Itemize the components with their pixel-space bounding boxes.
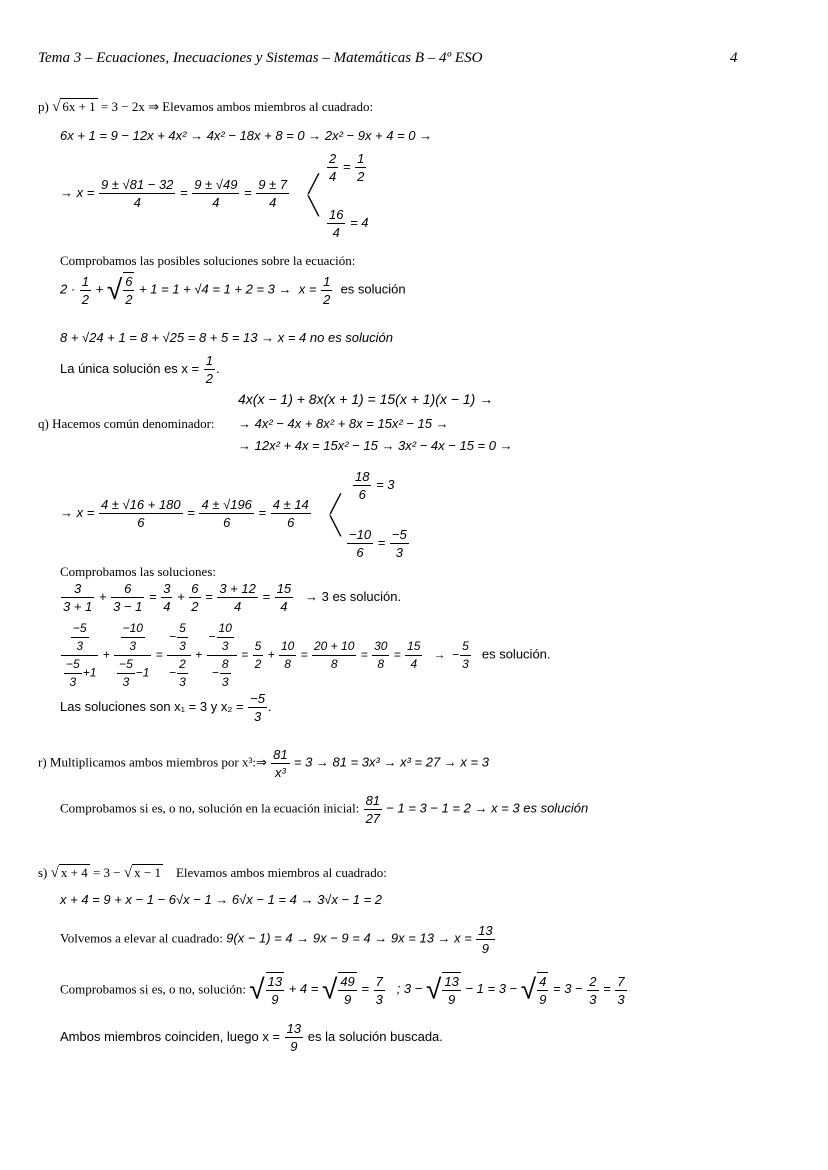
q-root-2-val-num: −5 bbox=[391, 527, 407, 542]
r-check-rest: − 1 = 3 − 1 = 2 → x = 3 es solución bbox=[386, 800, 589, 816]
q-c2-h-den: 8 bbox=[377, 657, 385, 671]
q-frac-1-num: 4 ± √16 + 180 bbox=[100, 497, 181, 512]
r-label: r) Multiplicamos ambos miembros por x³:⇒ bbox=[38, 754, 267, 770]
p-frac-3-den: 4 bbox=[269, 195, 277, 210]
q-c1-d-den: 2 bbox=[191, 599, 199, 614]
p-root-2-den: 4 bbox=[332, 225, 340, 240]
q-c2-b-top: −10 bbox=[121, 620, 145, 638]
p-frac-1 bbox=[99, 176, 175, 211]
q-root-2-val-den: 3 bbox=[395, 545, 403, 560]
q-conclusion: Las soluciones son x₁ = 3 y x₂ = $\frac{-5}{3}$ . bbox=[60, 691, 272, 724]
p-check-heading: Comprobamos las posibles soluciones sobre la ecuación: bbox=[60, 253, 356, 268]
header-title: Tema 3 – Ecuaciones, Inecuaciones y Sistemas – Matemáticas B – 4º ESO bbox=[38, 50, 483, 66]
s-check-r1-den: 9 bbox=[271, 992, 279, 1007]
s-step-2 bbox=[60, 922, 496, 957]
q-c2-f-num: 10 bbox=[279, 638, 296, 656]
q-c1-e-num: 3 + 12 bbox=[219, 581, 256, 596]
q-root-1-den: 6 bbox=[358, 487, 366, 502]
section-p-statement bbox=[38, 98, 373, 116]
q-check-2: $\frac{-5}{3}$ $\frac{-5}{3}$ +1 + $\frac{-10}{3}$ $\frac{-5}{3}$ −1 = − $\frac{5}{3}$ − $\frac{2}{3}$ + − $\frac{10}{3}$ − $\frac{8}{3}$ = $\frac{5}{2}$ + $\frac{10}{8}$ = $\frac{20 + 10}{8}$ = $\frac{30}{8}$ = $\frac{15}{4}$ → − $\frac{5}{3}$ es solución. bbox=[60, 620, 551, 691]
s-mid: = 3 − bbox=[89, 865, 124, 880]
q-c1-b-den: 3 − 1 bbox=[113, 599, 143, 614]
q-quadratic-formula: → x = $\frac{4 \pm √16 + 180}{6}$ = $\frac{4 \pm √196}{6}$ = $\frac{4 \pm 14}{6}$ bbox=[60, 497, 309, 530]
p-check1-f1-den: 2 bbox=[81, 291, 90, 307]
q-c2-c-bot-den: 3 bbox=[179, 675, 186, 689]
p-quad-lhs: → x = bbox=[60, 184, 95, 200]
branch-down-icon: ╲ bbox=[308, 196, 319, 216]
s-check-f5-den: 3 bbox=[589, 991, 597, 1007]
s-rad-1: x + 4 bbox=[60, 865, 88, 880]
q-c2-f-den: 8 bbox=[284, 657, 291, 671]
q-frac-1-den: 6 bbox=[137, 515, 145, 530]
sqrt-icon: √ bbox=[123, 865, 133, 881]
s-check-f6-den: 3 bbox=[617, 991, 625, 1007]
p-root-1-num: 2 bbox=[329, 151, 337, 166]
p-check1-result: es solución bbox=[340, 281, 406, 297]
p-conclusion-num: 1 bbox=[205, 353, 213, 368]
q-root-1 bbox=[352, 468, 395, 503]
p-check1-f1-num: 1 bbox=[81, 273, 90, 289]
p-conclusion: La única solución es x = $\frac{1}{2}$ . bbox=[60, 353, 220, 386]
q-c1-f-num: 15 bbox=[276, 581, 292, 596]
s-check-r3-den: 9 bbox=[447, 992, 456, 1007]
q-c2-i-num: 15 bbox=[405, 638, 422, 656]
r-check-text: Comprobamos si es, o no, solución en la ecuación inicial: bbox=[60, 800, 360, 816]
s-instruction: Elevamos ambos miembros al cuadrado: bbox=[175, 865, 387, 880]
s-check-r2-num: 49 bbox=[340, 974, 355, 989]
page-number: 4 bbox=[730, 50, 738, 66]
q-frac-2-num: 4 ± √196 bbox=[201, 497, 252, 512]
q-c2-b-top-den: 3 bbox=[129, 639, 137, 653]
q-conclusion-num: −5 bbox=[250, 691, 266, 706]
q-c1-e-den: 4 bbox=[233, 599, 242, 614]
s-check-part2: ; 3 − bbox=[396, 981, 423, 997]
q-frac-2-den: 6 bbox=[223, 515, 231, 530]
q-c2-x-num: 5 bbox=[460, 638, 471, 656]
r-frac-den: x³ bbox=[274, 765, 286, 780]
p-check1-r-num: 6 bbox=[125, 274, 133, 289]
section-r-statement bbox=[38, 746, 489, 781]
sqrt-icon: √ bbox=[52, 99, 61, 115]
p-check1-r-den: 2 bbox=[125, 292, 133, 307]
s-conclusion-post: es la solución buscada. bbox=[307, 1028, 443, 1044]
q-root-2-num: −10 bbox=[349, 527, 372, 542]
q-c1-f-den: 4 bbox=[280, 599, 288, 614]
q-frac-3-den: 6 bbox=[287, 515, 295, 530]
q-c2-a-top: −5 bbox=[71, 620, 89, 638]
q-c2-d-top: 10 bbox=[217, 620, 234, 638]
r-check bbox=[60, 792, 588, 827]
r-check-den: 27 bbox=[365, 811, 381, 826]
p-check-1: 2 · $\frac{1}{2}$ + √ $\frac{6}{2}$ + 1 = 1 + √4 = 1 + 2 = 3 → x = $\frac{1}{2}$ es solución bbox=[60, 273, 406, 307]
q-label: q) Hacemos común denominador: bbox=[38, 416, 215, 431]
p-step1: 6x + 1 = 9 − 12x + 4x² → 4x² − 18x + 8 = 0 → 2x² − 9x + 4 = 0 → bbox=[60, 128, 433, 143]
p-check1-x-den: 2 bbox=[323, 291, 331, 307]
q-c2-e-num: 5 bbox=[253, 638, 264, 656]
r-frac-num: 81 bbox=[273, 747, 288, 762]
p-instruction: Elevamos ambos miembros al cuadrado: bbox=[162, 99, 374, 114]
s-check-f5-num: 2 bbox=[589, 973, 597, 989]
q-check-heading: Comprobamos las soluciones: bbox=[60, 564, 216, 579]
q-root-1-num: 18 bbox=[355, 469, 370, 484]
p-frac-2-num: 9 ± √49 bbox=[194, 177, 238, 192]
s-rad-2: x − 1 bbox=[134, 865, 161, 880]
q-c2-g-den: 8 bbox=[330, 657, 338, 671]
s-step2-num: 13 bbox=[478, 923, 493, 938]
p-check1-x-num: 1 bbox=[323, 273, 331, 289]
s-step-1: x + 4 = 9 + x − 1 − 6√x − 1 → 6√x − 1 = 4 → 3√x − 1 = 2 bbox=[60, 892, 383, 907]
sqrt-icon: √ bbox=[50, 865, 59, 881]
q-conclusion-den: 3 bbox=[254, 709, 262, 724]
s-check-eq1-num: 7 bbox=[375, 973, 383, 989]
q-check1-result: → 3 es solución. bbox=[305, 588, 402, 604]
q-c2-d-bot-den: 3 bbox=[221, 675, 229, 689]
p-root-2 bbox=[326, 206, 369, 241]
q-c1-c-den: 4 bbox=[163, 599, 171, 614]
s-check-r4-num: 4 bbox=[539, 974, 547, 989]
q-c2-a-bot-den: 3 bbox=[69, 675, 77, 689]
s-check-plus4: + 4 = bbox=[288, 981, 319, 997]
s-conclusion-pre: Ambos miembros coinciden, luego x = bbox=[60, 1028, 281, 1044]
q-c2-a-top-den: 3 bbox=[76, 639, 84, 653]
s-step2-den: 9 bbox=[481, 941, 489, 956]
q-c2-x-den: 3 bbox=[462, 657, 469, 671]
p-frac-3-num: 9 ± 7 bbox=[258, 177, 288, 192]
s-check-r4-den: 9 bbox=[539, 992, 547, 1007]
q-line-2: → 12x² + 4x = 15x² − 15 → 3x² − 4x − 15 = 0 → bbox=[238, 438, 513, 453]
s-check-r2-den: 9 bbox=[343, 992, 352, 1007]
section-p-label: p) bbox=[38, 99, 49, 114]
q-c2-c-top-den: 3 bbox=[179, 639, 186, 653]
q-c1-b-num: 6 bbox=[111, 580, 144, 598]
q-c2-g-num: 20 + 10 bbox=[312, 638, 356, 656]
r-rest: = 3 → 81 = 3x³ → x³ = 27 → x = 3 bbox=[293, 754, 489, 770]
s-check-r3-num: 13 bbox=[444, 974, 459, 989]
q-c1-a-num: 3 bbox=[61, 580, 94, 598]
p-conclusion-text: La única solución es x = bbox=[60, 360, 200, 376]
q-c1-d-num: 6 bbox=[191, 581, 199, 596]
p-frac-3 bbox=[256, 176, 289, 211]
q-root-1-val: = 3 bbox=[376, 476, 395, 492]
p-frac-1-den: 4 bbox=[133, 195, 141, 210]
p-root-1: $\frac{2}{4}$ = $\frac{1}{2}$ bbox=[329, 151, 365, 184]
q-c2-a-bot: −5 bbox=[64, 656, 82, 674]
s-conclusion-den: 9 bbox=[290, 1039, 298, 1054]
s-check-minus1: − 1 = 3 − bbox=[465, 981, 518, 997]
branch-up-icon: ╱ bbox=[330, 494, 341, 514]
q-line-1: → 4x² − 4x + 8x² + 8x = 15x² − 15 → bbox=[238, 416, 449, 431]
r-check-num: 81 bbox=[365, 793, 381, 808]
branch-down-icon: ╲ bbox=[330, 516, 341, 536]
q-c2-h-num: 30 bbox=[372, 638, 389, 656]
sqrt-icon: √ bbox=[426, 974, 442, 1005]
s-check-eq2: = 3 − bbox=[553, 981, 583, 997]
s-label: s) bbox=[38, 865, 48, 880]
sqrt-icon: √ bbox=[106, 274, 123, 305]
q-frac-3-num: 4 ± 14 bbox=[272, 497, 309, 512]
q-c1-c-num: 3 bbox=[163, 581, 171, 596]
p-frac-2 bbox=[192, 176, 239, 211]
p-root-1-val: 1 bbox=[357, 151, 365, 166]
sqrt-icon: √ bbox=[520, 974, 537, 1005]
s-conclusion-num: 13 bbox=[286, 1021, 302, 1036]
q-c2-c-top: 5 bbox=[177, 620, 188, 638]
p-check-2: 8 + √24 + 1 = 8 + √25 = 8 + 5 = 13 → x = 4 no es solución bbox=[60, 330, 393, 345]
p-quadratic-formula: → x = $\frac{9 \pm √81 - 32}{4}$ = $\frac{9 \pm √49}{4}$ = $\frac{9 \pm 7}{4}$ bbox=[60, 177, 288, 210]
p-check1-x: x = bbox=[298, 281, 317, 297]
q-c2-e-den: 2 bbox=[254, 657, 262, 671]
s-check-r1-num: 13 bbox=[267, 974, 283, 989]
p-frac-2-den: 4 bbox=[212, 195, 220, 210]
q-check-1: $\frac{3}{3 + 1}$ + $\frac{6}{3 - 1}$ = $\frac{3}{4}$ + $\frac{6}{2}$ = $\frac{3 + 12}{4}$ = $\frac{15}{4}$ → 3 es solución. bbox=[63, 581, 402, 614]
q-c2-d-top-den: 3 bbox=[221, 639, 229, 653]
s-step2-math: 9(x − 1) = 4 → 9x − 9 = 4 → 9x = 13 → x = bbox=[226, 930, 472, 946]
branch-up-icon: ╱ bbox=[308, 174, 319, 194]
p-root-2-num: 16 bbox=[329, 207, 344, 222]
q-root-2-den: 6 bbox=[356, 545, 364, 560]
s-check: Comprobamos si es, o no, solución: √ $\frac{13}{9}$ + 4 = √ $\frac{49}{9}$ = $\frac{7}{3}$ ; 3 − √ $\frac{13}{9}$ − 1 = 3 − √ $\frac{4}{9}$ = 3 − $\frac{2}{3}$ = $\frac{7}{3}$ bbox=[60, 973, 625, 1007]
q-c2-c-bot: 2 bbox=[177, 656, 188, 674]
q-check2-result: es solución. bbox=[481, 646, 551, 662]
q-line-0: 4x(x − 1) + 8x(x + 1) = 15(x + 1)(x − 1) → bbox=[238, 391, 494, 407]
q-root-2: $\frac{-10}{6}$ = $\frac{-5}{3}$ bbox=[349, 527, 407, 560]
s-check-eq1-den: 3 bbox=[375, 991, 383, 1007]
p-check1-lead: 2 · bbox=[60, 281, 76, 297]
section-s-statement bbox=[38, 864, 387, 882]
p-root-1-val-den: 2 bbox=[357, 169, 365, 184]
sqrt-icon: √ bbox=[321, 974, 338, 1005]
p-radicand: 6x + 1 bbox=[62, 99, 96, 114]
q-c2-d-bot: 8 bbox=[220, 656, 231, 674]
p-check1-rest: + 1 = 1 + √4 = 1 + 2 = 3 → bbox=[139, 281, 292, 297]
q-c2-b-bot: −5 bbox=[117, 656, 135, 674]
q-conclusion-text: Las soluciones son x₁ = 3 y x₂ = bbox=[60, 698, 244, 714]
q-quad-lhs: → x = bbox=[60, 504, 95, 520]
sqrt-icon: √ bbox=[249, 974, 265, 1005]
q-c2-b-bot-den: 3 bbox=[122, 675, 130, 689]
s-conclusion bbox=[60, 1020, 443, 1055]
p-frac-1-num: 9 ± √81 − 32 bbox=[100, 177, 174, 192]
q-c1-a-den: 3 + 1 bbox=[63, 599, 93, 614]
p-equation-rhs: = 3 − 2x ⇒ bbox=[97, 99, 163, 114]
q-c2-i-den: 4 bbox=[410, 657, 418, 671]
p-root-2-val: = 4 bbox=[350, 214, 369, 230]
p-root-1-den: 4 bbox=[329, 169, 337, 184]
s-check-text: Comprobamos si es, o no, solución: bbox=[60, 981, 246, 997]
s-check-f6-num: 7 bbox=[617, 973, 625, 989]
s-step2-text: Volvemos a elevar al cuadrado: bbox=[60, 930, 223, 946]
p-conclusion-den: 2 bbox=[205, 371, 213, 386]
